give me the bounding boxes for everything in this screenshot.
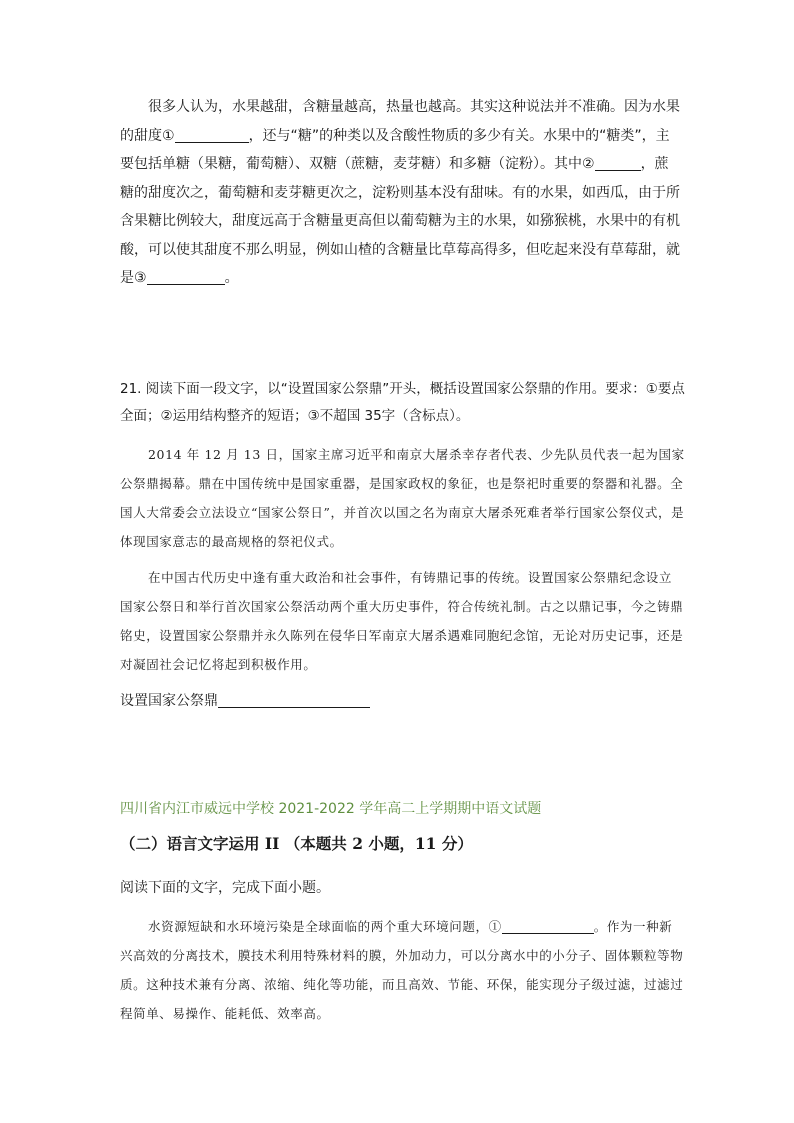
question-21: 21. 阅读下面一段文字，以“设置国家公祭鼎”开头，概括设置国家公祭鼎的作用。要求：①要点全面；②运用结构整齐的短语；③不超国 35字（含标点）。 xyxy=(120,381,685,424)
answer-line xyxy=(120,689,370,713)
instruction-text: 阅读下面的文字，完成下面小题。 xyxy=(120,880,330,896)
answer-prefix: 设置国家公祭鼎 xyxy=(120,693,218,709)
fill-blank-2[interactable] xyxy=(595,154,641,171)
fill-blank-1[interactable] xyxy=(175,126,249,143)
section-title: （二）语言文字运用 II （本题共 2 小题，11 分） xyxy=(120,834,473,853)
paragraph-text: 水资源短缺和水环境污染是全球面临的两个重大环境问题， xyxy=(148,919,489,934)
passage-paragraph-2: 在中国古代历史中逢有重大政治和社会事件，有铸鼎记事的传统。设置国家公祭鼎纪念设立国家公祭日和举行首次国家公祭活动两个重大历史事件，符合传统礼制。古之以鼎记事，今之铸鼎铭史，设置国家公祭鼎并永久陈列在侵华日军南京大屠杀遇难同胞纪念馆，无论对历史记事，还是对凝固社会记忆将起到积极作用。 xyxy=(120,570,684,672)
paragraph-text: 很多人认为，水果越甜，含糖量越高，热量也越高。其实这种说法并不准确。因为水果的甜度 xyxy=(120,99,680,144)
source-link[interactable]: 四川省内江市威远中学校 2021-2022 学年高二上学期期中语文试题 xyxy=(120,801,542,817)
blank-marker: ② xyxy=(582,156,595,172)
paragraph-text: 。 xyxy=(224,270,239,286)
passage-paragraph-1: 2014 年 12 月 13 日，国家主席习近平和南京大屠杀幸存者代表、少先队员代表一起为国家公祭鼎揭幕。鼎在中国传统中是国家重器，是国家政权的象征，也是祭祀时重要的祭器和礼器。全国人大常委会立法设立“国家公祭日”，并首次以国之名为南京大屠杀死难者举行国家公祭仪式，是体现国家意志的最高规格的祭祀仪式。 xyxy=(120,447,685,549)
blank-marker: ① xyxy=(488,919,502,934)
blank-marker: ① xyxy=(162,127,175,144)
fruit-sweetness-paragraph xyxy=(120,93,680,293)
paragraph-text: ，还与“糖”的种类以及含酸性物质的多少有关。水果中的“糖类”，主要包括单糖（果糖，葡萄糖）、双糖（蔗糖，麦芽糖）和多糖（淀粉）。其中 xyxy=(120,127,670,172)
answer-blank[interactable] xyxy=(218,691,370,708)
blank-marker: ③ xyxy=(134,270,147,286)
paragraph-text: 。作为一种新兴高效的分离技术，膜技术利用特殊材料的膜，外加动力，可以分离水中的小分子、固体颗粒等物质。这种技术兼有分离、浓缩、纯化等功能，而且高效、节能、环保，能实现分子级过滤，过滤过程简单、易操作、能耗低、效率高。 xyxy=(120,919,684,1021)
fill-blank-3[interactable] xyxy=(147,268,225,285)
paragraph-text: ，蔗糖的甜度次之，葡萄糖和麦芽糖更次之，淀粉则基本没有甜味。有的水果，如西瓜，由于所含果糖比例较大，甜度远高于含糖量更高但以葡萄糖为主的水果，如猕猴桃，水果中的有机酸，可以使其甜度不那么明显，例如山楂的含糖量比草莓高得多，但吃起来没有草莓甜，就是 xyxy=(120,156,680,286)
fill-blank-passage3[interactable] xyxy=(502,917,594,934)
passage-paragraph-3 xyxy=(120,912,685,1028)
